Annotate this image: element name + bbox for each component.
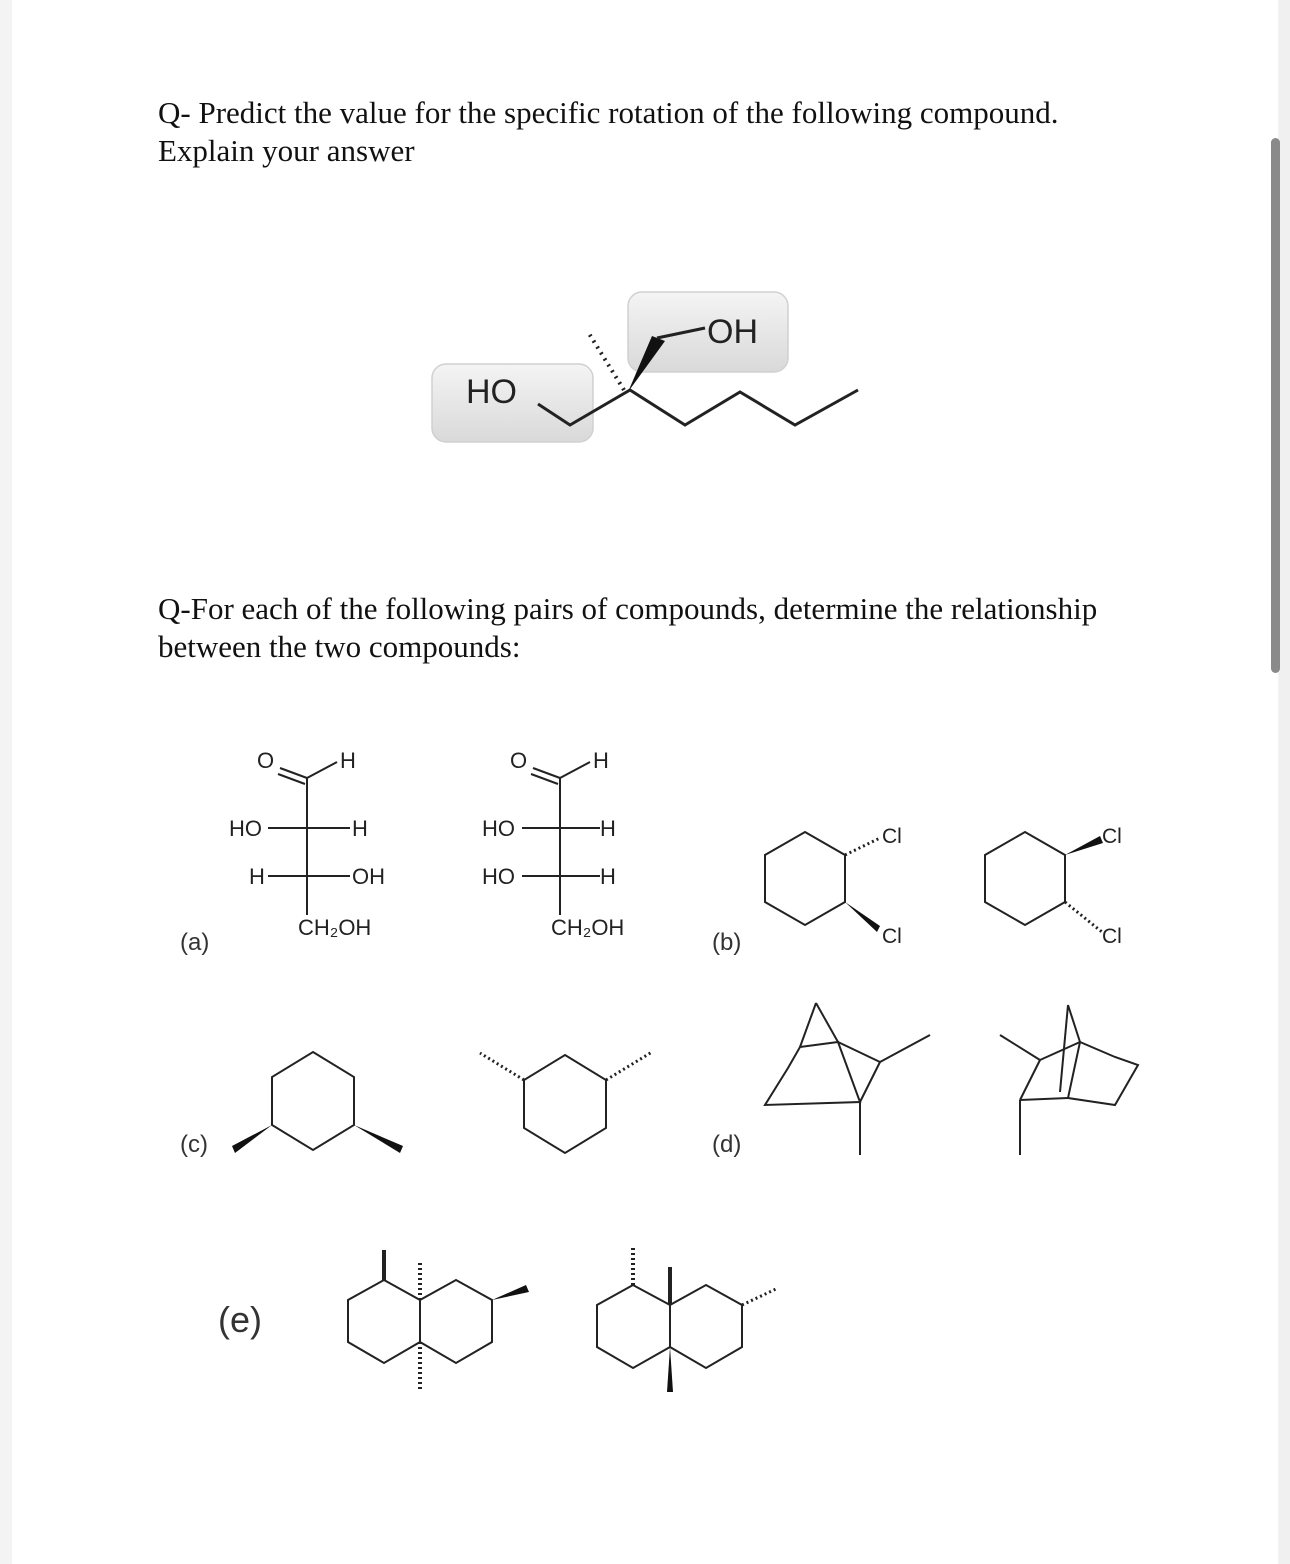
pair-a-right-row1-left: HO: [482, 816, 515, 841]
pair-a-right-bottom: CH₂OH: [551, 915, 625, 940]
pair-e-left-structure: [348, 1250, 529, 1392]
oh-group-label: OH: [707, 313, 758, 351]
compound-1-structure: [432, 292, 858, 442]
pair-e-right-structure: [597, 1248, 778, 1392]
pair-a-left-row2-left: H: [249, 864, 265, 889]
pair-a-right-h-top: H: [593, 748, 609, 773]
pair-b-right-cl-bottom: Cl: [1102, 925, 1122, 948]
pair-d-left-structure: [765, 1003, 930, 1155]
pair-b-label: (b): [712, 929, 742, 956]
pair-c-right-structure: [480, 1052, 652, 1153]
pair-a-left-h-top: H: [340, 748, 356, 773]
pair-a-right-o: O: [510, 748, 528, 773]
pair-a-left-row1-left: HO: [229, 816, 262, 841]
pair-a-right-row1-right: H: [600, 816, 616, 841]
pair-a-left-bottom: CH₂OH: [298, 915, 372, 940]
pair-c-label: (c): [180, 1131, 208, 1158]
pair-a-right-row2-right: H: [600, 864, 616, 889]
pair-a-right-fischer: [482, 748, 624, 940]
pair-a-left-row2-right: OH: [352, 864, 385, 889]
pair-b-left-cl-top: Cl: [882, 825, 902, 848]
pair-b-left-structure: [765, 825, 902, 948]
pair-e-label: (e): [218, 1299, 262, 1340]
question-1-line-2: Explain your answer: [158, 133, 415, 168]
question-1-line-1: Q- Predict the value for the specific rotation of the following compound.: [158, 95, 1059, 130]
pair-b-left-cl-bottom: Cl: [882, 925, 902, 948]
pair-d-right-structure: [1000, 1005, 1138, 1155]
ho-group-label: HO: [466, 373, 517, 411]
pair-d-label: (d): [712, 1131, 742, 1158]
question-2-line-1: Q-For each of the following pairs of compounds, determine the relationship: [158, 591, 1098, 626]
pair-a-label: (a): [180, 929, 210, 956]
pair-a-left-o: O: [257, 748, 275, 773]
question-2-line-2: between the two compounds:: [158, 629, 521, 664]
pair-b-right-cl-top: Cl: [1102, 825, 1122, 848]
pair-b-right-structure: [985, 825, 1122, 948]
pair-a-left-fischer: [229, 748, 385, 940]
pair-a-left-row1-right: H: [352, 816, 368, 841]
pair-c-left-structure: [232, 1052, 403, 1153]
pair-a-right-row2-left: HO: [482, 864, 515, 889]
